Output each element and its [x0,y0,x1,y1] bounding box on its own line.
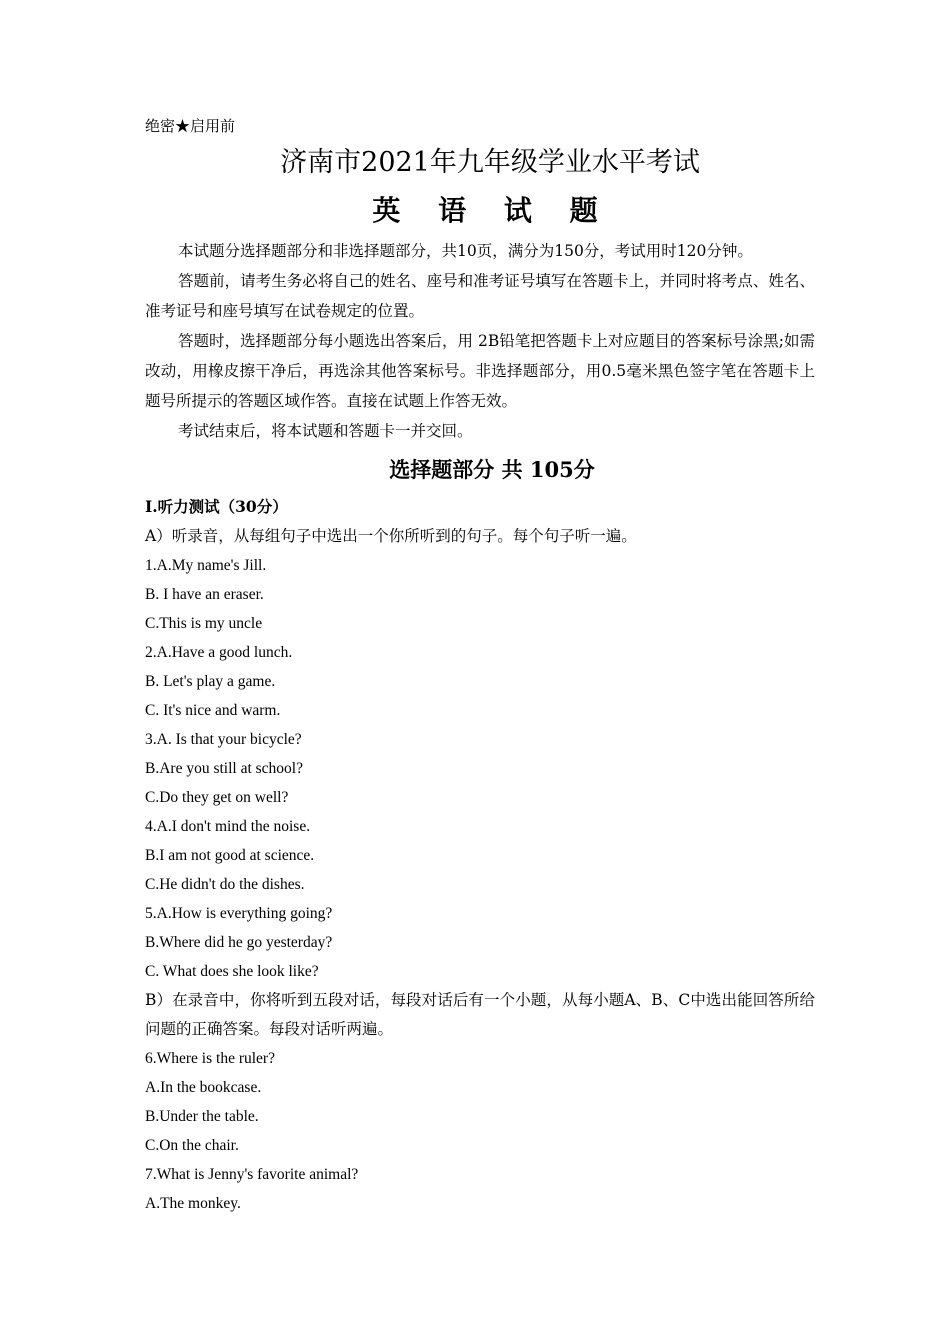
question-line: B.Are you still at school? [145,760,303,777]
question-line: B. I have an eraser. [145,586,264,603]
question-line: 1.A.My name's Jill. [145,557,267,574]
instruction-a: A）听录音，从每组句子中选出一个你所听到的句子。每个句子听一遍。 [145,527,637,545]
question-line: C.Do they get on well? [145,789,289,806]
question-line: 5.A.How is everything going? [145,905,333,922]
question-line: C.On the chair. [145,1137,239,1154]
question-line: B.Where did he go yesterday? [145,934,333,951]
question-line: C. It's nice and warm. [145,702,281,719]
exam-page [145,112,815,1218]
note-paragraph: 答题时，选择题部分每小题选出答案后，用 2B铅笔把答题卡上对应题目的答案标号涂黑;如需改动，用橡皮擦干净后，再选涂其他答案标号。非选择题部分，用0.5毫米黑色签字笔在答题卡上题号所提示的答题区域作答。直接在试题上作答无效。 [145,332,815,410]
note-paragraph: 答题前，请考生务必将自己的姓名、座号和准考证号填写在答题卡上，并同时将考点、姓名、准考证号和座号填写在试卷规定的位置。 [145,272,815,320]
question-list-b [145,1044,815,1218]
note-paragraph: 本试题分选择题部分和非选择题部分，共10页，满分为150分，考试用时120分钟。 [178,242,753,260]
part-heading: I.听力测试（30分） [145,497,288,516]
question-line: 3.A. Is that your bicycle? [145,731,302,748]
question-line: A.The monkey. [145,1195,241,1212]
exam-notes [145,236,815,446]
section-title: 选择题部分 共 105分 [389,457,595,482]
question-line: C.He didn't do the dishes. [145,876,305,893]
question-line: 6.Where is the ruler? [145,1050,275,1067]
question-line: B.I am not good at science. [145,847,315,864]
question-line: 7.What is Jenny's favorite animal? [145,1166,359,1183]
confidential-label: 绝密★启用前 [145,117,236,135]
exam-title: 济南市2021年九年级学业水平考试 [280,147,700,178]
question-line: 2.A.Have a good lunch. [145,644,293,661]
question-line: C.This is my uncle [145,615,263,632]
question-line: B.Under the table. [145,1108,259,1125]
question-line: A.In the bookcase. [145,1079,262,1096]
note-paragraph: 考试结束后，将本试题和答题卡一并交回。 [178,422,473,440]
question-list-a [145,551,815,986]
question-line: C. What does she look like? [145,963,319,980]
instruction-b: B）在录音中，你将听到五段对话，每段对话后有一个小题，从每小题A、B、C中选出能回答所给问题的正确答案。每段对话听两遍。 [145,991,815,1038]
subject-title: 英 语 试 题 [372,194,612,227]
question-line: 4.A.I don't mind the noise. [145,818,311,835]
question-line: B. Let's play a game. [145,673,276,690]
